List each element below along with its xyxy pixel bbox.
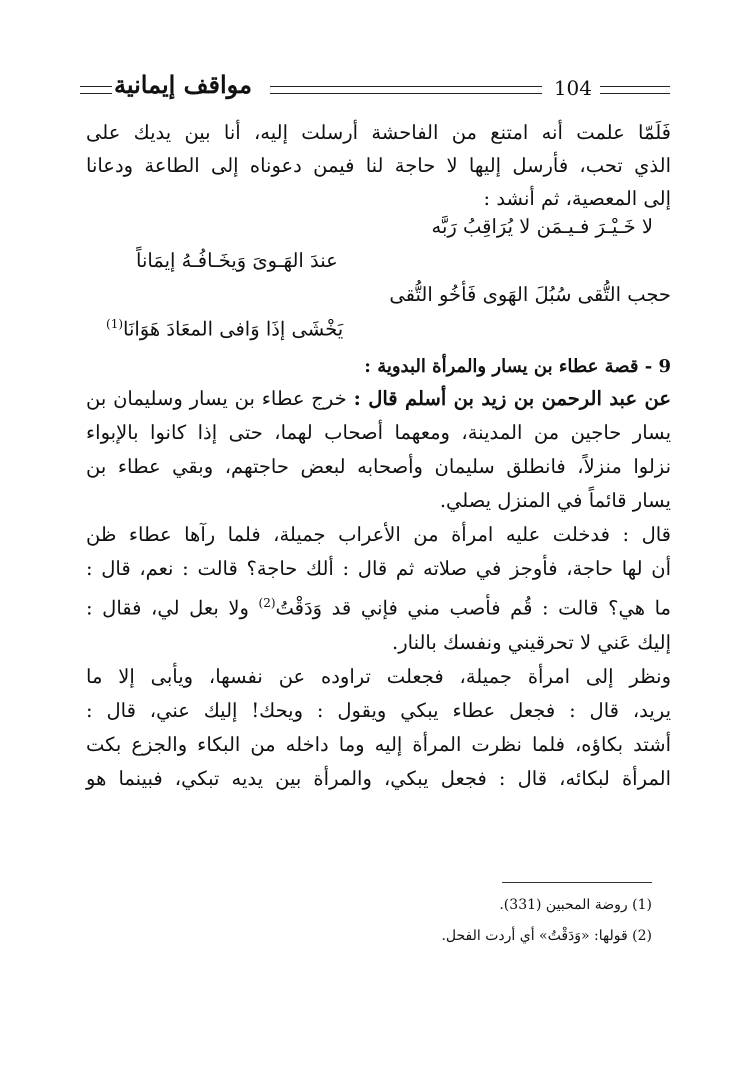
- footnote: (1) روضة المحبين (331).: [499, 897, 652, 913]
- header-rule: [600, 86, 670, 87]
- line-text: ما هي؟ قالت : قُم فأصب مني فإني قد وَدَقْتُ: [275, 596, 672, 620]
- text-line: إليك عَني لا تحرقيني ونفسك بالنار.: [392, 630, 671, 654]
- page-number: 104: [553, 76, 592, 100]
- text-line: يريد، قال : فجعل عطاء يبكي ويقول : ويحك! إليك عني، قال :: [86, 698, 671, 722]
- text-line: إلى المعصية، ثم أنشد :: [483, 187, 671, 210]
- text-line: [86, 382, 671, 416]
- line-text: خرج عطاء بن يسار وسليمان بن: [86, 387, 347, 410]
- poem: [86, 215, 671, 351]
- text-line: ونظر إلى امرأة جميلة، فجعلت تراوده عن نفسها، ويأبى إلا ما: [86, 664, 671, 688]
- poem-verse: [86, 249, 671, 283]
- header-rule: [600, 93, 670, 94]
- book-title: مواقف إيمانية: [114, 70, 252, 99]
- main-text: [86, 116, 671, 796]
- text-line: نزلوا منزلاً، فانطلق سليمان وأصحابه لبعض حاجتهم، وبقي عطاء بن: [86, 455, 671, 478]
- text-line: يسار حاجين من المدينة، ومعهما أصحاب لهما، حتى إذا كانوا بالإبواء: [86, 421, 671, 444]
- text-line: يسار قائماً في المنزل يصلي.: [439, 489, 671, 512]
- intro-paragraph: [86, 116, 671, 215]
- text-line: الذي تحب، فأرسل إليها لا حاجة لنا فيمن دعوناه إلى الطاعة ودعانا: [86, 154, 671, 177]
- footnote: (2) قولها: «وَدَقْتُ» أي أردت الفحل.: [441, 928, 652, 944]
- poem-verse: [86, 317, 671, 351]
- text-line: [86, 586, 671, 626]
- header-rule: [270, 93, 542, 94]
- hemistich: [106, 317, 343, 341]
- text-line: المرأة لبكائه، قال : فجعل يبكي، والمرأة بين يديه تبكي، فبينما هو: [86, 766, 671, 790]
- footnote-ref: (1): [106, 317, 124, 331]
- text-line: قال : فدخلت عليه امرأة من الأعراب جميلة، فلما رآها عطاء ظن: [86, 523, 671, 546]
- narrator-chain: عن عبد الرحمن بن زيد بن أسلم قال :: [353, 387, 671, 410]
- section-heading: 9 - قصة عطاء بن يسار والمرأة البدوية :: [364, 356, 671, 377]
- header-rule: [80, 86, 112, 87]
- header-rule: [270, 86, 542, 87]
- poem-verse: [86, 215, 671, 249]
- footnote-ref: (2): [258, 596, 276, 610]
- running-header: [80, 62, 670, 112]
- story-paragraph: [86, 382, 671, 518]
- hemistich: لا خَـيْـرَ فـيـمَن لا يُرَاقِبُ رَبَّه: [431, 215, 653, 238]
- poem-verse: [86, 283, 671, 317]
- hemistich-text: يَخْشَى إذَا وَافى المعَادَ هَوَانَا: [123, 317, 344, 341]
- text-line: فَلَمّا علمت أنه امتنع من الفاحشة أرسلت إليه، أنا بين يديك على: [86, 121, 671, 144]
- text-line: أن لها حاجة، فأوجز في صلاته ثم قال : ألك حاجة؟ قالت : نعم، قال :: [86, 557, 671, 580]
- text-line: أشتد بكاؤه، فلما نظرت المرأة إليه وما داخله من البكاء والجزع بكت: [86, 732, 671, 756]
- story-paragraph: [86, 660, 671, 796]
- line-text: ولا بعل لي، فقال :: [86, 596, 249, 620]
- hemistich: عندَ الهَـوىَ وَيخَـافُـهُ إيمَاناً: [136, 249, 338, 272]
- footnote-separator: [502, 882, 652, 883]
- footnotes: [300, 890, 652, 952]
- story-paragraph: [86, 518, 671, 660]
- hemistich: حجب التُّقى سُبُلَ الهَوى فَأخُو التُّقى: [389, 283, 671, 306]
- header-rule: [80, 93, 112, 94]
